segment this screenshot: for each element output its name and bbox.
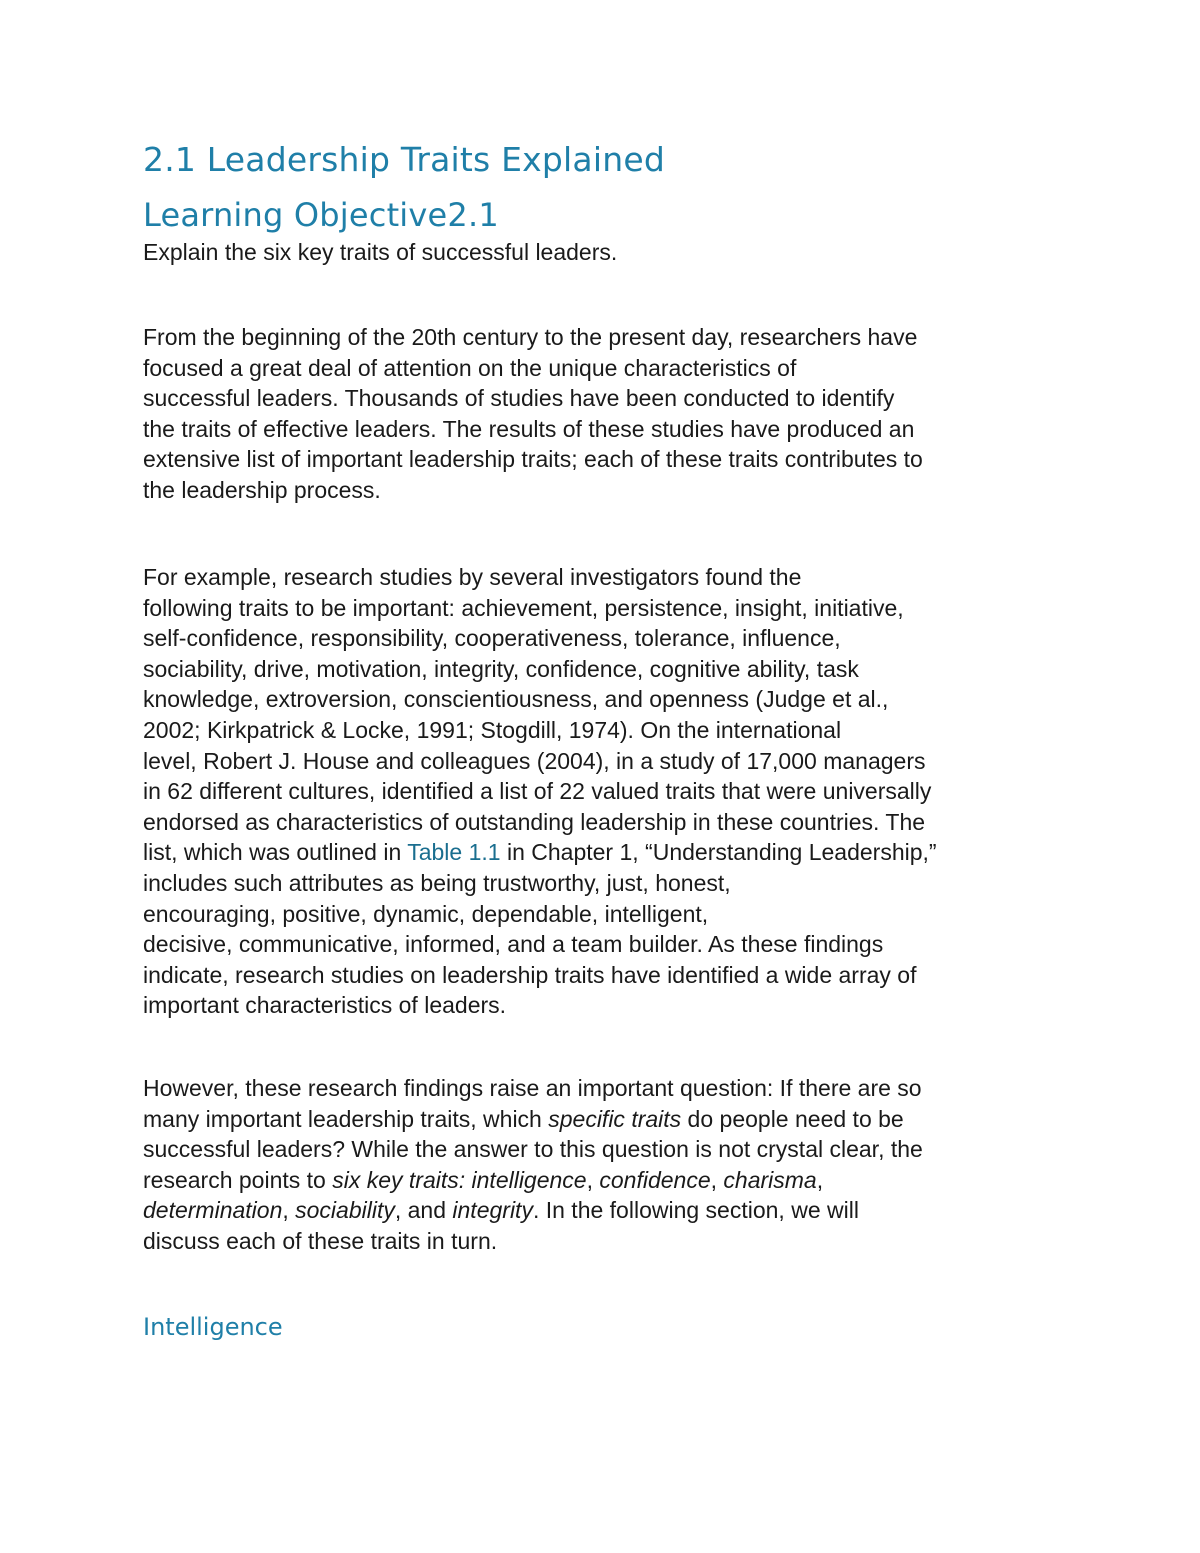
text-segment: , bbox=[710, 1166, 724, 1193]
text-segment: many important leadership traits, which bbox=[143, 1105, 549, 1132]
page-title: 2.1 Leadership Traits Explained bbox=[143, 140, 665, 179]
paragraph-line: endorsed as characteristics of outstanding leadership in these countries. The bbox=[143, 808, 926, 835]
paragraph-line: From the beginning of the 20th century to the present day, researchers have bbox=[143, 324, 918, 350]
learning-objective-text bbox=[143, 237, 1063, 268]
text-segment: . In the following section, we will bbox=[532, 1197, 859, 1224]
emphasis-text: specific traits bbox=[548, 1105, 682, 1132]
emphasis-text: confidence bbox=[599, 1166, 711, 1193]
paragraph-line: sociability, drive, motivation, integrity, confidence, cognitive ability, task bbox=[143, 655, 859, 682]
paragraph-examples bbox=[143, 562, 1063, 1021]
paragraph-line: 2002; Kirkpatrick & Locke, 1991; Stogdill, 1974). On the international bbox=[143, 716, 842, 743]
paragraph-line: discuss each of these traits in turn. bbox=[143, 1227, 498, 1254]
objective-line: Explain the six key traits of successful leaders. bbox=[143, 239, 618, 265]
text-segment: in Chapter 1, “Understanding Leadership,” bbox=[500, 839, 937, 866]
paragraph-line: encouraging, positive, dynamic, dependable, intelligent, bbox=[143, 900, 709, 927]
emphasis-text: integrity bbox=[452, 1197, 533, 1224]
text-segment: research points to bbox=[143, 1166, 333, 1193]
paragraph-line: following traits to be important: achievement, persistence, insight, initiative, bbox=[143, 594, 904, 621]
text-segment: list, which was outlined in bbox=[143, 839, 408, 866]
paragraph-line bbox=[143, 1165, 1063, 1196]
learning-objective-heading: Learning Objective2.1 bbox=[143, 196, 499, 234]
paragraph-line: focused a great deal of attention on the unique characteristics of bbox=[143, 354, 797, 381]
table-1-1-link[interactable]: Table 1.1 bbox=[407, 839, 501, 866]
text-segment: , bbox=[282, 1197, 296, 1224]
paragraph-line: level, Robert J. House and colleagues (2004), in a study of 17,000 managers bbox=[143, 747, 926, 774]
paragraph-line: important characteristics of leaders. bbox=[143, 992, 507, 1019]
paragraph-line: self-confidence, responsibility, cooperativeness, tolerance, influence, bbox=[143, 625, 841, 652]
paragraph-line: in 62 different cultures, identified a list of 22 valued traits that were universally bbox=[143, 778, 932, 805]
section-heading-intelligence: Intelligence bbox=[143, 1313, 283, 1341]
text-segment: , and bbox=[394, 1197, 453, 1224]
text-segment: do people need to be bbox=[681, 1105, 904, 1132]
paragraph-line: For example, research studies by several investigators found the bbox=[143, 564, 802, 590]
paragraph-line: indicate, research studies on leadership traits have identified a wide array of bbox=[143, 961, 917, 988]
text-segment: , bbox=[586, 1166, 600, 1193]
paragraph-line: successful leaders? While the answer to this question is not crystal clear, the bbox=[143, 1136, 923, 1163]
paragraph-line: successful leaders. Thousands of studies have been conducted to identify bbox=[143, 385, 895, 412]
paragraph-line: extensive list of important leadership traits; each of these traits contributes to bbox=[143, 446, 923, 473]
paragraph-line: knowledge, extroversion, conscientiousness, and openness (Judge et al., bbox=[143, 686, 889, 713]
emphasis-text: sociability bbox=[295, 1197, 395, 1224]
paragraph-line: the leadership process. bbox=[143, 476, 381, 503]
paragraph-line: the traits of effective leaders. The results of these studies have produced an bbox=[143, 415, 915, 442]
paragraph-intro bbox=[143, 322, 1063, 506]
paragraph-line bbox=[143, 1104, 1063, 1135]
emphasis-text: six key traits: intelligence bbox=[332, 1166, 587, 1193]
emphasis-text: charisma bbox=[723, 1166, 817, 1193]
emphasis-text: determination bbox=[143, 1197, 283, 1224]
text-segment: , bbox=[816, 1166, 824, 1193]
paragraph-line-with-link bbox=[143, 837, 1063, 868]
paragraph-line bbox=[143, 1195, 1063, 1226]
paragraph-line: decisive, communicative, informed, and a team builder. As these findings bbox=[143, 931, 884, 958]
paragraph-line: However, these research findings raise an important question: If there are so bbox=[143, 1075, 922, 1101]
paragraph-line: includes such attributes as being trustworthy, just, honest, bbox=[143, 869, 731, 896]
paragraph-six-traits bbox=[143, 1073, 1063, 1257]
